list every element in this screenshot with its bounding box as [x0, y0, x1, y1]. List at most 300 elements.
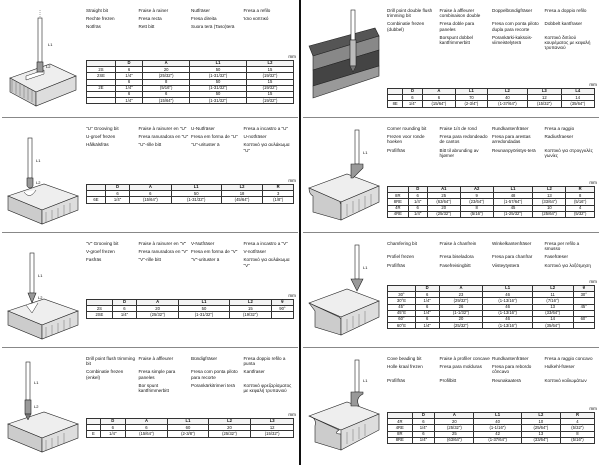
name-pt: Fresa em forma de "U" — [191, 134, 238, 140]
table-cell: 13 — [532, 304, 573, 310]
table-cell: 25 — [435, 431, 474, 437]
name-pt: Fresa com ponta piloto para recorte — [191, 369, 238, 380]
table-cell: (25/32") — [143, 73, 190, 79]
table-cell: 15 — [246, 79, 293, 85]
section-corner-rounding — [303, 120, 599, 234]
table-cell: 48 — [493, 193, 533, 199]
unit-label: mm — [288, 54, 296, 59]
table-header: A — [422, 89, 455, 95]
table-cell: 10 — [533, 205, 566, 211]
table-cell: (1-1/16") — [474, 425, 521, 431]
name-no2: Bitt til abrunding av hjørner — [439, 147, 479, 158]
name-es: Fresa simple para paneles — [138, 369, 176, 380]
table-cell: (15/64") — [130, 197, 172, 203]
spec-table — [387, 88, 595, 108]
table-cell: (25/64") — [533, 211, 566, 217]
svg-text:L2: L2 — [36, 180, 41, 185]
table-cell: (25/32") — [137, 312, 179, 318]
name-es: Fresa ranuradora en "V" — [138, 249, 188, 255]
table-cell: (15/64") — [422, 101, 455, 107]
table-cell: 15 — [229, 306, 271, 312]
name-el: U-notfräser — [243, 134, 267, 140]
table-cell: 2S — [87, 306, 113, 312]
name-sv: Hålkälsfräs — [86, 142, 109, 148]
table-cell: (19/32") — [246, 98, 293, 104]
name-es: Fresa ranuradora en "U" — [138, 134, 189, 140]
table-header: R — [566, 187, 595, 193]
table-cell: 50 — [179, 306, 230, 312]
table-cell: 1/4" — [412, 437, 435, 443]
name-no: Dobbelt kantfraser — [544, 21, 583, 27]
table-cell: (19/32") — [246, 73, 293, 79]
name-el: Κοπτικό κοίλωμάτων — [544, 377, 587, 383]
name-el: Ίσιο κοπτικό — [243, 16, 269, 22]
table-cell: 60° — [573, 316, 594, 322]
table-cell: 2SE — [87, 312, 113, 318]
table-header: L1 — [190, 61, 247, 67]
name-en: "V" Grooving bit — [86, 241, 119, 246]
table-cell: 20 — [208, 425, 251, 431]
table-cell: 2S — [87, 67, 116, 73]
table-cell: (35/64") — [561, 101, 594, 107]
table-header: D — [100, 419, 125, 425]
table-cell: 8 — [460, 205, 493, 211]
table-cell: 3 — [263, 191, 294, 197]
table-cell: (15/32") — [528, 101, 561, 107]
table-row — [388, 211, 595, 217]
svg-text:L2: L2 — [38, 295, 43, 300]
table-row — [87, 98, 294, 104]
table-cell: (15/32") — [251, 431, 294, 437]
table-cell: 2SE — [87, 73, 116, 79]
chamfering-illustration — [305, 239, 383, 345]
name-en: Chamfering bit — [387, 241, 417, 246]
table-cell — [271, 312, 293, 318]
table-header: A — [125, 419, 168, 425]
name-el: Κοπτικό διπλού κουρέματος με κεφαλή τρυπανιού — [544, 34, 591, 51]
table-cell: (1-31/32") — [190, 85, 247, 91]
name-de: Bündigfräser — [191, 356, 218, 361]
name-sv: Notfräs — [86, 24, 101, 30]
table-cell: 6 — [415, 292, 439, 298]
unit-label: mm — [288, 412, 296, 417]
unit-label: mm — [288, 178, 296, 183]
table-header: L2 — [208, 419, 251, 425]
separator — [303, 117, 599, 118]
table-cell: 8 — [566, 193, 595, 199]
table-cell: (1-1/32") — [439, 310, 483, 316]
name-sv: Profilfräs — [387, 147, 406, 153]
straight-bit-illustration — [4, 6, 82, 112]
section-drill-point-flush — [2, 350, 298, 464]
table-cell: (5/16") — [566, 199, 595, 205]
svg-text:L2: L2 — [34, 404, 39, 409]
name-es: Fresa biseladora — [439, 254, 474, 260]
table-header: D — [415, 286, 439, 292]
table-cell: 20 — [435, 419, 474, 425]
table-header: L1 — [493, 187, 533, 193]
name-pt: Fresa direita — [191, 16, 217, 22]
table-cell: (15/64") — [125, 431, 168, 437]
table-cell: (25/32") — [427, 211, 460, 217]
name-de: V-Nutfräser — [191, 241, 215, 246]
name-it: Fresa a doppio refilo — [544, 8, 587, 13]
name-no: Fasefræser — [544, 254, 568, 260]
table-cell: (33/64") — [533, 199, 566, 205]
name-it: Fresa a incastro a "V" — [243, 241, 288, 246]
table-header: A — [143, 61, 190, 67]
table-cell: (1-13/16") — [483, 310, 532, 316]
table-header: L4 — [561, 89, 594, 95]
table-cell: (1-31/32") — [190, 73, 247, 79]
table-cell: (1-31/32") — [179, 312, 230, 318]
table-header: A — [435, 413, 474, 419]
name-fr: Fraise à rainurer en "U" — [138, 126, 187, 131]
table-cell: 6E — [87, 197, 106, 203]
table-cell: 50 — [190, 91, 247, 97]
table-header: L1 — [474, 413, 521, 419]
table-header: D — [412, 413, 435, 419]
table-cell: 6 — [130, 191, 172, 197]
table-cell: (15/64") — [143, 98, 190, 104]
unit-label: mm — [589, 180, 597, 185]
name-nl: Frezen voor ronde hoeken — [387, 134, 425, 145]
table-cell: 8R — [388, 193, 409, 199]
spec-table — [387, 186, 595, 218]
name-nl: Combinatie frezen (enkel) — [86, 369, 124, 380]
table-cell: 46 — [483, 304, 532, 310]
table-cell: (5/32") — [560, 425, 594, 431]
table-row — [87, 431, 294, 437]
name-en: "U" Grooving bit — [86, 126, 119, 131]
table-cell: 26 — [439, 304, 483, 310]
table-cell: 45° — [388, 304, 416, 310]
section-u-grooving-bit — [2, 120, 298, 234]
name-nl: V-groef frezen — [86, 249, 115, 255]
table-header: L2 — [532, 286, 573, 292]
table-cell: 4 — [566, 205, 595, 211]
center-divider — [299, 0, 301, 465]
table-cell: 6 — [415, 304, 439, 310]
table-cell: (5/32") — [566, 211, 595, 217]
name-fi: Suora terä (Taso)terä — [191, 24, 235, 30]
table-header: D — [105, 185, 129, 191]
name-nl: U-groef frezen — [86, 134, 116, 140]
table-header: D — [112, 300, 136, 306]
name-no: "V"-rille bitt — [138, 257, 161, 263]
name-no: Hulkehl-fræser — [544, 364, 575, 370]
table-cell: (19/32") — [229, 312, 271, 318]
table-cell: (35/64") — [532, 323, 573, 329]
table-cell: 46 — [483, 316, 532, 322]
name-no2: Fasefreisingbitt — [439, 262, 471, 268]
name-de: Winkelkantenfräser — [492, 241, 532, 246]
table-cell: (7/16") — [532, 298, 573, 304]
svg-text:L1: L1 — [34, 380, 39, 385]
table-cell: 1/4" — [105, 197, 129, 203]
name-no2: Profilbitt — [439, 377, 457, 383]
table-cell: 1/4" — [403, 101, 422, 107]
table-cell: 12 — [251, 425, 294, 431]
table-cell: 6 — [412, 431, 435, 437]
table-cell: 4RE — [388, 425, 413, 431]
table-cell: 1/4" — [415, 323, 439, 329]
table-cell: 40 — [474, 419, 521, 425]
table-cell: (25/32") — [208, 431, 251, 437]
name-nl: Holle kraal frezen — [387, 364, 423, 370]
table-cell: 90° — [271, 306, 293, 312]
table-cell: 8RE — [388, 437, 413, 443]
name-fr: Fraise à profiler concave — [439, 356, 490, 361]
drill-point-double-illustration — [305, 6, 383, 112]
table-header: A2 — [460, 187, 493, 193]
table-cell: 11 — [532, 292, 573, 298]
spec-table — [387, 412, 595, 444]
table-cell: (29/32") — [439, 298, 483, 304]
table-header: θ — [573, 286, 594, 292]
table-cell: 45 — [493, 205, 533, 211]
name-en: Corner rounding bit — [387, 126, 427, 131]
table-header: D — [115, 61, 142, 67]
table-cell: (1-31/32") — [190, 98, 247, 104]
name-en: Cove beading bit — [387, 356, 422, 361]
table-cell: 20 — [137, 306, 179, 312]
unit-label: mm — [589, 82, 597, 87]
u-grooving-illustration — [4, 124, 82, 230]
name-it: Fresa a refilo — [243, 8, 271, 13]
table-row — [388, 101, 595, 107]
table-cell: 70 — [456, 95, 488, 101]
name-sv: Fasfräs — [86, 257, 102, 263]
name-en: Drill point flush trimming bit — [86, 356, 136, 367]
table-row — [87, 312, 294, 318]
name-fi: "V"-urituster ä — [191, 257, 220, 263]
table-header: R — [560, 413, 594, 419]
table-cell: 45° — [573, 304, 594, 310]
table-cell: 6 — [403, 95, 422, 101]
name-el2: Κοπτικό για αυλάκωμα "U" — [243, 142, 290, 153]
svg-text:L1: L1 — [363, 378, 368, 383]
name-el2: Κοπτικό για αυλάκωμα "V" — [243, 257, 290, 268]
table-cell: 8 — [560, 431, 594, 437]
table-header: L2 — [221, 185, 263, 191]
table-cell: 46 — [483, 292, 532, 298]
table-cell: 6 — [115, 67, 142, 73]
table-header: L2 — [521, 413, 560, 419]
svg-text:L2: L2 — [46, 64, 51, 69]
table-cell: 6 — [415, 316, 439, 322]
table-cell: 1/4" — [415, 310, 439, 316]
name-de: U-Nutfräser — [191, 126, 215, 131]
table-cell: 50 — [171, 191, 221, 197]
table-cell: 6 — [100, 425, 125, 431]
section-v-grooving-bit — [2, 235, 298, 349]
table-cell: 1/4" — [100, 431, 125, 437]
section-chamfering-bit — [303, 235, 599, 349]
name-fr: Fraise à rainurer en "V" — [138, 241, 187, 246]
table-row — [388, 323, 595, 329]
name-es: Fresa para redondeado de cantos — [439, 134, 488, 145]
svg-text:L1: L1 — [363, 150, 368, 155]
table-cell: 1/4" — [115, 73, 142, 79]
table-cell: 6 — [115, 79, 142, 85]
unit-label: mm — [288, 293, 296, 298]
table-cell: 6 — [408, 193, 427, 199]
name-en: Straight bit — [86, 8, 108, 13]
name-fi: Reunakaaterä — [492, 377, 521, 383]
name-el: Kantfraser — [243, 369, 265, 375]
table-cell: 42 — [474, 431, 521, 437]
spec-table — [86, 418, 294, 438]
table-row — [388, 437, 595, 443]
table-cell: (63/64") — [435, 437, 474, 443]
table-cell: 50 — [190, 79, 247, 85]
table-cell: 30° — [388, 292, 416, 298]
name-en: Drill point double flush trimming bit — [387, 8, 433, 19]
table-cell: 12 — [528, 95, 561, 101]
name-el: Κοπτικό για στρογγυλές γωνίες — [544, 147, 593, 158]
table-cell: 50 — [190, 67, 247, 73]
table-cell: 6 — [112, 306, 136, 312]
table-cell: (19/32") — [246, 85, 293, 91]
table-cell: 13 — [521, 431, 560, 437]
corner-rounding-illustration — [305, 124, 383, 230]
spec-table — [86, 184, 294, 204]
name-no: Radiusfraeser — [544, 134, 574, 140]
table-header: θ — [271, 300, 293, 306]
table-cell: 1/4" — [115, 98, 142, 104]
table-cell: (2-3/4") — [456, 101, 488, 107]
table-cell: 6 — [408, 205, 427, 211]
svg-text:L1: L1 — [38, 273, 43, 278]
table-header: L1 — [456, 89, 488, 95]
table-cell: (5/16") — [560, 437, 594, 443]
name-sv: Profilfräs — [387, 377, 406, 383]
table-cell: 1/4" — [408, 199, 427, 205]
table-cell: 4 — [560, 419, 594, 425]
section-straight-bit — [2, 2, 298, 116]
table-cell: 20 — [427, 205, 460, 211]
table-cell: 30°E — [388, 298, 416, 304]
table-cell: (1-25/32") — [493, 211, 533, 217]
name-fr: Fraise 1/4 de rond — [439, 126, 477, 131]
name-no: Bor spunt kantfrimmerbitt — [138, 382, 169, 394]
table-cell: (5/16") — [460, 211, 493, 217]
drill-point-flush-illustration — [4, 354, 82, 460]
name-nl: Rechte frezen — [86, 16, 115, 22]
table-cell: 15 — [246, 91, 293, 97]
name-sv: Profilfräs — [387, 262, 406, 268]
table-cell: 9 — [460, 193, 493, 199]
name-it: Fresa per refilo a smusso — [544, 241, 580, 252]
table-header: D — [403, 89, 422, 95]
name-el: V-notfräser — [243, 249, 266, 255]
name-it: Fresa doppio refilo a punta — [243, 356, 286, 367]
name-fi: Porankärki-kaksois-viimeistelyterä — [492, 34, 533, 46]
table-cell: 4RE — [388, 211, 409, 217]
table-cell: E — [87, 431, 101, 437]
table-cell: (2-3/8") — [168, 431, 208, 437]
name-sv — [387, 35, 440, 51]
table-header: L3 — [251, 419, 294, 425]
spec-table — [86, 299, 294, 319]
table-cell: (33/64") — [521, 437, 560, 443]
table-cell: (1-31/32") — [171, 197, 221, 203]
name-pt: Fresa com ponta piloto dupla para recorte — [492, 21, 539, 32]
table-header: L1 — [483, 286, 532, 292]
table-cell: 6 — [105, 191, 129, 197]
table-header: L1 — [171, 185, 221, 191]
table-cell: 14 — [561, 95, 594, 101]
separator — [2, 117, 298, 118]
name-nl: Profiel frezen — [387, 254, 415, 260]
table-cell: (25/64") — [521, 425, 560, 431]
name-fr: Fraise à chanfrein — [439, 241, 477, 246]
name-pt: Fresa para arestas arredondadas — [492, 134, 531, 145]
section-drill-point-double — [303, 2, 599, 116]
table-header: L1 — [179, 300, 230, 306]
name-es: Fresa doble para paneles — [439, 21, 475, 32]
spec-table — [387, 285, 595, 329]
name-extra — [244, 24, 297, 29]
table-header: L2 — [487, 89, 527, 95]
cove-beading-illustration — [305, 354, 383, 460]
table-cell: 4R — [388, 419, 413, 425]
table-cell: 60°E — [388, 323, 416, 329]
name-es: Fresa recta — [138, 16, 162, 22]
section-cove-beading — [303, 350, 599, 464]
table-row — [87, 197, 294, 203]
svg-text:L1: L1 — [363, 265, 368, 270]
name-no: "U"-rille bitt — [138, 142, 162, 148]
table-header: A — [137, 300, 179, 306]
v-grooving-illustration — [4, 239, 82, 345]
table-cell: 6 — [422, 95, 455, 101]
table-cell: 6 — [143, 91, 190, 97]
table-cell: 40 — [487, 95, 527, 101]
table-cell: 6 — [125, 425, 168, 431]
svg-text:L1: L1 — [48, 42, 53, 47]
unit-label: mm — [589, 279, 597, 284]
table-cell: 4R — [388, 205, 409, 211]
name-de: Doppelbündigfräser — [492, 8, 533, 13]
table-cell: 30° — [573, 292, 594, 298]
table-header: L2 — [229, 300, 271, 306]
name-fi: "U"-urituster ä — [191, 142, 220, 148]
unit-label: mm — [589, 406, 597, 411]
name-fi: Viisteytysterä — [492, 262, 520, 268]
table-cell: 1/4" — [412, 425, 435, 431]
name-de: Nutfräser — [191, 8, 210, 13]
table-cell: 60° — [388, 316, 416, 322]
table-cell: 2E — [87, 85, 116, 91]
table-cell: 1/4" — [415, 298, 439, 304]
table-cell: 1/4" — [115, 85, 142, 91]
table-header: L3 — [528, 89, 561, 95]
table-cell: (1-13/16") — [483, 323, 532, 329]
table-header: A — [130, 185, 172, 191]
name-pt: Fresa em forma de "V" — [191, 249, 238, 255]
table-cell: (1-37/64") — [487, 101, 527, 107]
table-cell: 13 — [533, 193, 566, 199]
name-el: Κοπτικό για λοξότμηση — [544, 262, 591, 268]
table-header: A — [439, 286, 483, 292]
table-cell: (23/64") — [460, 199, 493, 205]
table-cell: (63/64") — [427, 199, 460, 205]
name-de: Rundkantenfräser — [492, 356, 529, 361]
table-cell — [87, 98, 116, 104]
table-cell: (45/64") — [221, 197, 263, 203]
